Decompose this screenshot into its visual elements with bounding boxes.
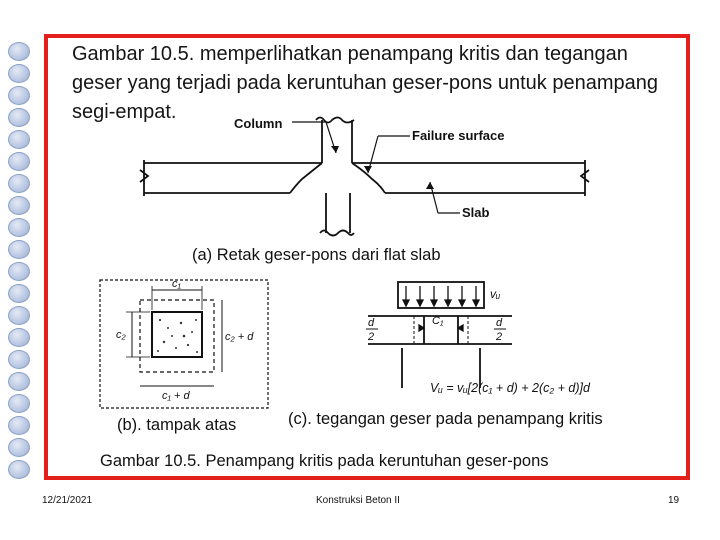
- heading-line: Gambar 10.5. memperlihatkan penampang kritis dan tegangan: [72, 43, 628, 65]
- figure-main-caption: Gambar 10.5. Penampang kritis pada keruntuhan geser-pons: [100, 452, 549, 470]
- figure-a-slab-section: [130, 108, 600, 243]
- binder-ring: [8, 64, 30, 83]
- binder-ring: [8, 394, 30, 413]
- label-d-right-den: 2: [496, 331, 503, 343]
- label-d-left-num: d: [368, 317, 375, 329]
- binder-ring: [8, 284, 30, 303]
- dim-c2d-right: c₂ + d: [225, 331, 254, 343]
- label-vu-stress: vᵤ: [490, 287, 501, 301]
- binder-ring: [8, 350, 30, 369]
- binder-ring: [8, 152, 30, 171]
- footer-date: 12/21/2021: [42, 495, 93, 506]
- heading-line: segi-empat.: [72, 101, 177, 123]
- binder-ring: [8, 42, 30, 61]
- dim-c1-top: c₁: [172, 278, 181, 290]
- binder-ring: [8, 306, 30, 325]
- footer-page-number: 19: [668, 495, 680, 506]
- binder-ring: [8, 130, 30, 149]
- binder-ring: [8, 108, 30, 127]
- label-d-right-num: d: [496, 317, 503, 329]
- dim-c2-left: c₂: [116, 329, 126, 341]
- label-slab: Slab: [462, 205, 490, 220]
- footer-title: Konstruksi Beton II: [316, 495, 400, 506]
- figure-a-caption: (a) Retak geser-pons dari flat slab: [192, 246, 441, 264]
- binder-ring: [8, 328, 30, 347]
- dim-c1d-bottom: c₁ + d: [162, 390, 190, 402]
- binder-ring: [8, 438, 30, 457]
- binder-ring: [8, 218, 30, 237]
- binder-ring: [8, 372, 30, 391]
- binder-ring: [8, 86, 30, 105]
- figure-c-critical-section: [362, 278, 652, 400]
- binder-ring: [8, 416, 30, 435]
- heading-line: geser yang terjadi pada keruntuhan geser-pons untuk penampang: [72, 72, 658, 94]
- figure-c-caption: (c). tegangan geser pada penampang kritis: [288, 410, 603, 428]
- binder-ring: [8, 460, 30, 479]
- label-c1-section: C₁: [432, 315, 444, 327]
- shear-formula: Vᵤ = vᵤ[2(c₁ + d) + 2(c₂ + d)]d: [430, 381, 590, 395]
- label-failure-surface: Failure surface: [412, 128, 505, 143]
- binder-ring: [8, 174, 30, 193]
- binder-ring: [8, 196, 30, 215]
- label-column: Column: [234, 116, 283, 131]
- label-d-left-den: 2: [368, 331, 375, 343]
- figure-b-caption: (b). tampak atas: [117, 416, 237, 434]
- binder-ring: [8, 240, 30, 259]
- figure-b-plan-view: [96, 276, 274, 414]
- binder-ring: [8, 262, 30, 281]
